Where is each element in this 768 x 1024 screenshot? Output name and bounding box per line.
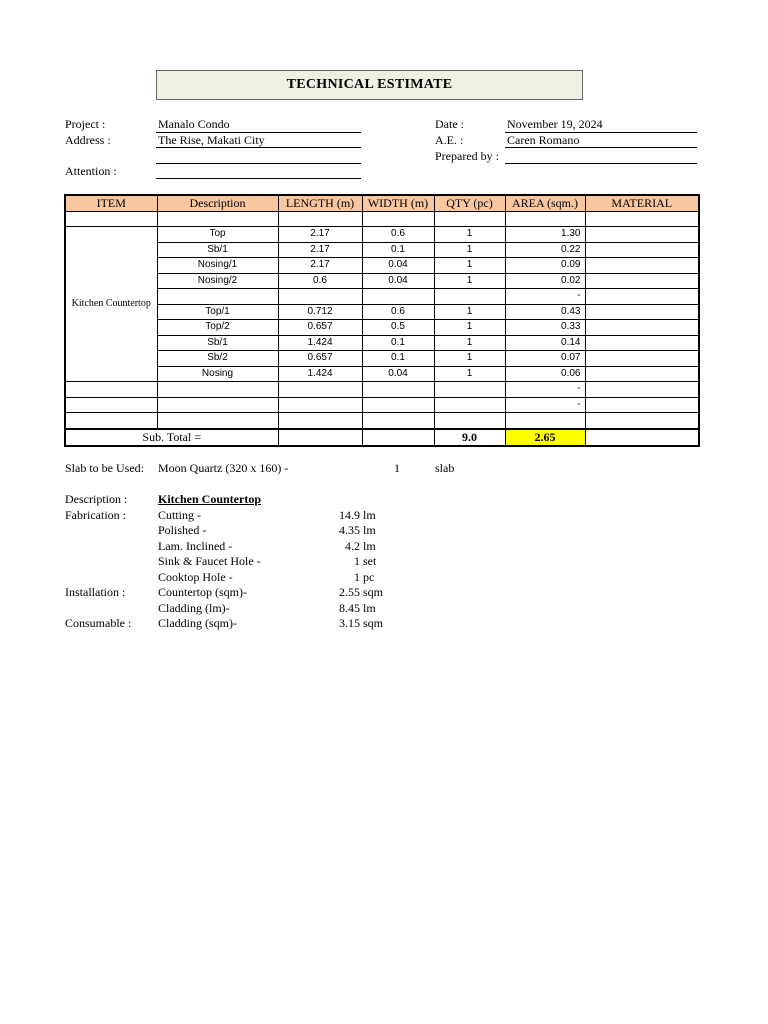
date-label: Date : bbox=[435, 117, 464, 131]
width-cell: 0.04 bbox=[362, 258, 434, 274]
area-cell: 1.30 bbox=[505, 227, 585, 243]
qty-cell bbox=[434, 289, 505, 305]
qty-cell bbox=[434, 413, 505, 429]
fab-item-name: Polished - bbox=[158, 523, 207, 537]
width-cell: 0.1 bbox=[362, 351, 434, 367]
area-cell: 0.33 bbox=[505, 320, 585, 336]
estimate-table bbox=[64, 194, 700, 447]
length-cell: 0.6 bbox=[278, 273, 362, 289]
fab-item-name: Lam. Inclined - bbox=[158, 539, 233, 553]
desc-cell bbox=[157, 289, 278, 305]
length-cell: 1.424 bbox=[278, 335, 362, 351]
header-qty: QTY (pc) bbox=[434, 195, 505, 211]
table-row bbox=[65, 413, 699, 429]
fab-item-name: Sink & Faucet Hole - bbox=[158, 554, 261, 568]
qty-cell: 1 bbox=[434, 304, 505, 320]
ae-underline bbox=[505, 147, 697, 148]
area-cell: - bbox=[505, 382, 585, 398]
title-text: TECHNICAL ESTIMATE bbox=[286, 77, 453, 92]
qty-cell bbox=[434, 397, 505, 413]
qty-cell: 1 bbox=[434, 320, 505, 336]
desc-cell bbox=[157, 397, 278, 413]
material-cell bbox=[585, 335, 699, 351]
consumable-label: Consumable : bbox=[65, 616, 132, 630]
desc-cell: Nosing/2 bbox=[157, 273, 278, 289]
desc-cell: Top bbox=[157, 227, 278, 243]
area-cell: 0.06 bbox=[505, 366, 585, 382]
material-cell bbox=[585, 227, 699, 243]
slab-value: Moon Quartz (320 x 160) - bbox=[158, 461, 289, 475]
width-cell: 0.1 bbox=[362, 242, 434, 258]
area-cell: - bbox=[505, 289, 585, 305]
consumable-item-name: Cladding (sqm)- bbox=[158, 616, 237, 630]
material-cell bbox=[585, 211, 699, 227]
desc-cell: Sb/1 bbox=[157, 242, 278, 258]
subtotal-length bbox=[278, 429, 362, 446]
material-cell bbox=[585, 351, 699, 367]
material-cell bbox=[585, 366, 699, 382]
header-length: LENGTH (m) bbox=[278, 195, 362, 211]
header-material: MATERIAL bbox=[585, 195, 699, 211]
item-cell-blank bbox=[65, 413, 157, 429]
fab-item-qty: 4.2 bbox=[345, 539, 360, 553]
desc-cell: Top/1 bbox=[157, 304, 278, 320]
address-value: The Rise, Makati City bbox=[158, 133, 265, 147]
table-row bbox=[65, 382, 699, 398]
area-cell: 0.14 bbox=[505, 335, 585, 351]
ae-label: A.E. : bbox=[435, 133, 464, 147]
length-cell bbox=[278, 211, 362, 227]
qty-cell: 1 bbox=[434, 242, 505, 258]
item-cell-blank bbox=[65, 211, 157, 227]
subtotal-qty: 9.0 bbox=[434, 429, 505, 446]
install-item-name: Countertop (sqm)- bbox=[158, 585, 247, 599]
desc-cell bbox=[157, 211, 278, 227]
area-cell: 0.09 bbox=[505, 258, 585, 274]
width-cell bbox=[362, 382, 434, 398]
length-cell: 2.17 bbox=[278, 258, 362, 274]
length-cell bbox=[278, 397, 362, 413]
table-header-row bbox=[65, 195, 699, 211]
blank-underline bbox=[156, 163, 361, 164]
project-label: Project : bbox=[65, 117, 106, 131]
width-cell: 0.6 bbox=[362, 227, 434, 243]
material-cell bbox=[585, 258, 699, 274]
slab-label: Slab to be Used: bbox=[65, 461, 144, 475]
item-cell-blank bbox=[65, 397, 157, 413]
fab-item-unit: lm bbox=[363, 508, 376, 522]
installation-label: Installation : bbox=[65, 585, 126, 599]
width-cell: 0.6 bbox=[362, 304, 434, 320]
table-row bbox=[65, 227, 699, 243]
table-row bbox=[65, 258, 699, 274]
install-item-name: Cladding (lm)- bbox=[158, 601, 230, 615]
width-cell bbox=[362, 397, 434, 413]
area-cell: - bbox=[505, 397, 585, 413]
area-cell: 0.43 bbox=[505, 304, 585, 320]
install-item-qty: 2.55 bbox=[339, 585, 360, 599]
fab-item-qty: 14.9 bbox=[339, 508, 360, 522]
fab-item-name: Cooktop Hole - bbox=[158, 570, 233, 584]
material-cell bbox=[585, 304, 699, 320]
table-row bbox=[65, 366, 699, 382]
length-cell: 2.17 bbox=[278, 242, 362, 258]
table-row bbox=[65, 320, 699, 336]
description-value: Kitchen Countertop bbox=[158, 492, 261, 506]
desc-cell bbox=[157, 382, 278, 398]
subtotal-label: Sub. Total = bbox=[65, 429, 278, 446]
material-cell bbox=[585, 382, 699, 398]
width-cell: 0.1 bbox=[362, 335, 434, 351]
material-cell bbox=[585, 289, 699, 305]
fabrication-label: Fabrication : bbox=[65, 508, 126, 522]
width-cell bbox=[362, 211, 434, 227]
fab-item-name: Cutting - bbox=[158, 508, 202, 522]
desc-cell: Sb/1 bbox=[157, 335, 278, 351]
install-item-unit: lm bbox=[363, 601, 376, 615]
table-row bbox=[65, 397, 699, 413]
width-cell: 0.5 bbox=[362, 320, 434, 336]
slab-unit: slab bbox=[435, 461, 455, 475]
item-kitchen-countertop: Kitchen Countertop bbox=[65, 227, 157, 382]
attention-underline bbox=[156, 178, 361, 179]
qty-cell: 1 bbox=[434, 273, 505, 289]
prepared-by-label: Prepared by : bbox=[435, 149, 499, 163]
ae-value: Caren Romano bbox=[507, 133, 580, 147]
document-title bbox=[156, 70, 583, 100]
consumable-item-qty: 3.15 bbox=[339, 616, 360, 630]
fab-item-qty: 1 bbox=[354, 554, 360, 568]
length-cell bbox=[278, 289, 362, 305]
fab-item-qty: 1 bbox=[354, 570, 360, 584]
desc-cell: Nosing bbox=[157, 366, 278, 382]
install-item-qty: 8.45 bbox=[339, 601, 360, 615]
length-cell: 2.17 bbox=[278, 227, 362, 243]
item-cell-blank bbox=[65, 382, 157, 398]
table-row bbox=[65, 351, 699, 367]
description-label: Description : bbox=[65, 492, 128, 506]
table-row bbox=[65, 273, 699, 289]
material-cell bbox=[585, 397, 699, 413]
qty-cell: 1 bbox=[434, 335, 505, 351]
width-cell: 0.04 bbox=[362, 366, 434, 382]
area-cell: 0.07 bbox=[505, 351, 585, 367]
desc-cell bbox=[157, 413, 278, 429]
prepared-by-underline bbox=[505, 163, 697, 164]
qty-cell bbox=[434, 211, 505, 227]
length-cell: 0.657 bbox=[278, 351, 362, 367]
install-item-unit: sqm bbox=[363, 585, 384, 599]
area-cell bbox=[505, 413, 585, 429]
length-cell bbox=[278, 382, 362, 398]
header-width: WIDTH (m) bbox=[362, 195, 434, 211]
desc-cell: Sb/2 bbox=[157, 351, 278, 367]
subtotal-area: 2.65 bbox=[505, 429, 585, 446]
area-cell: 0.22 bbox=[505, 242, 585, 258]
material-cell bbox=[585, 320, 699, 336]
area-cell: 0.02 bbox=[505, 273, 585, 289]
material-cell bbox=[585, 242, 699, 258]
header-description: Description bbox=[157, 195, 278, 211]
fab-item-unit: lm bbox=[363, 523, 376, 537]
length-cell bbox=[278, 413, 362, 429]
area-cell bbox=[505, 211, 585, 227]
qty-cell: 1 bbox=[434, 351, 505, 367]
date-value: November 19, 2024 bbox=[507, 117, 603, 131]
header-item: ITEM bbox=[65, 195, 157, 211]
width-cell: 0.04 bbox=[362, 273, 434, 289]
table-row bbox=[65, 211, 699, 227]
fab-item-unit: lm bbox=[363, 539, 376, 553]
table-row bbox=[65, 304, 699, 320]
address-label: Address : bbox=[65, 133, 111, 147]
width-cell bbox=[362, 413, 434, 429]
length-cell: 0.657 bbox=[278, 320, 362, 336]
desc-cell: Top/2 bbox=[157, 320, 278, 336]
header-area: AREA (sqm.) bbox=[505, 195, 585, 211]
length-cell: 1.424 bbox=[278, 366, 362, 382]
table-row bbox=[65, 289, 699, 305]
table-row bbox=[65, 335, 699, 351]
width-cell bbox=[362, 289, 434, 305]
material-cell bbox=[585, 273, 699, 289]
slab-qty: 1 bbox=[394, 461, 400, 475]
material-cell bbox=[585, 413, 699, 429]
fab-item-qty: 4.35 bbox=[339, 523, 360, 537]
fab-item-unit: set bbox=[363, 554, 377, 568]
subtotal-row bbox=[65, 429, 699, 446]
length-cell: 0.712 bbox=[278, 304, 362, 320]
subtotal-width bbox=[362, 429, 434, 446]
fab-item-unit: pc bbox=[363, 570, 375, 584]
attention-label: Attention : bbox=[65, 164, 117, 178]
qty-cell: 1 bbox=[434, 366, 505, 382]
consumable-item-unit: sqm bbox=[363, 616, 384, 630]
qty-cell: 1 bbox=[434, 227, 505, 243]
qty-cell: 1 bbox=[434, 258, 505, 274]
qty-cell bbox=[434, 382, 505, 398]
desc-cell: Nosing/1 bbox=[157, 258, 278, 274]
subtotal-material bbox=[585, 429, 699, 446]
project-value: Manalo Condo bbox=[158, 117, 230, 131]
table-row bbox=[65, 242, 699, 258]
address-underline bbox=[156, 147, 361, 148]
